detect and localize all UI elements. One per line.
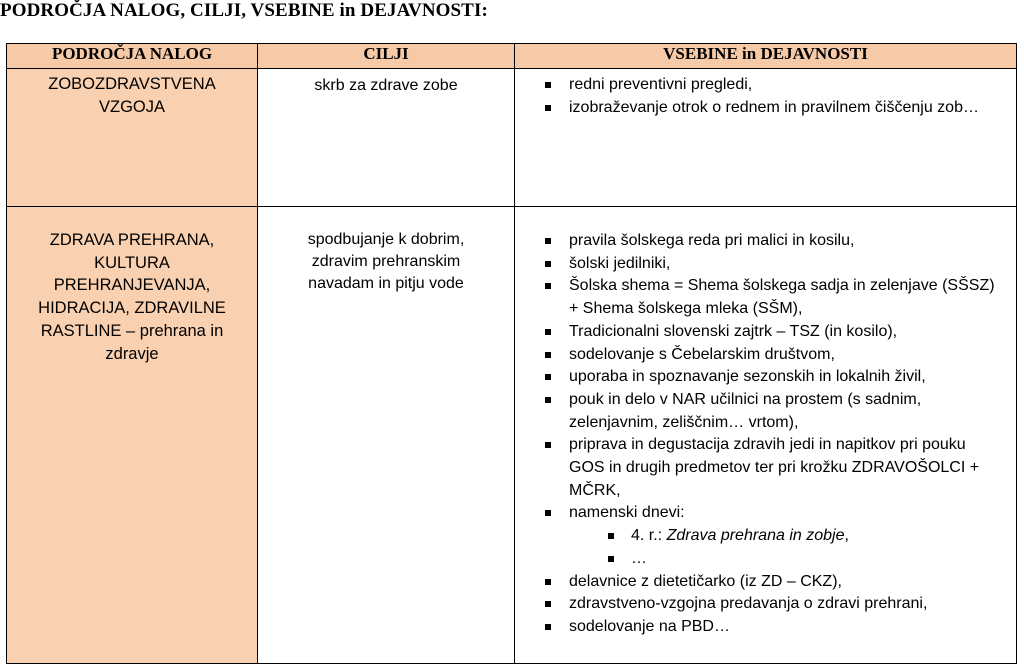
table-row xyxy=(7,69,1017,207)
bullet-icon xyxy=(545,579,551,585)
list-item: delavnice z dietetičarko (iz ZD – CKZ), xyxy=(569,571,1000,594)
goal-text: skrb za zdrave zobe xyxy=(314,77,458,94)
bullet-icon xyxy=(545,397,551,403)
sub-list-item: 4. r.: Zdrava prehrana in zobje, xyxy=(631,525,1000,548)
activities-cell xyxy=(515,69,1017,207)
goal-cell xyxy=(258,207,515,664)
header-activities: VSEBINE in DEJAVNOSTI xyxy=(515,44,1017,69)
bullet-icon xyxy=(545,261,551,267)
bullet-icon xyxy=(545,283,551,289)
area-text: ZOBOZDRAVSTVENA VZGOJA xyxy=(48,75,216,116)
list-item: uporaba in spoznavanje sezonskih in lokalnih živil, xyxy=(569,366,1000,389)
bullet-icon xyxy=(545,442,551,448)
bullet-icon xyxy=(608,556,614,562)
list-item: izobraževanje otrok o rednem in pravilnem čiščenju zob… xyxy=(569,97,1000,120)
bullet-icon xyxy=(545,238,551,244)
sub-list-item: … xyxy=(631,548,1000,571)
bullet-icon xyxy=(545,601,551,607)
table-header-row xyxy=(7,44,1017,69)
list-item: zdravstveno-vzgojna predavanja o zdravi prehrani, xyxy=(569,593,1000,616)
list-item: sodelovanje na PBD… xyxy=(569,616,1000,639)
list-item: pouk in delo v NAR učilnici na prostem (s sadnim, zelenjavnim, zeliščnim… vrtom), xyxy=(569,389,1000,434)
bullet-icon xyxy=(545,374,551,380)
list-item: pravila šolskega reda pri malici in kosilu, xyxy=(569,230,1000,253)
area-cell xyxy=(7,69,258,207)
list-item: Šolska shema = Shema šolskega sadja in zelenjave (SŠSZ) + Shema šolskega mleka (SŠM), xyxy=(569,275,1000,320)
bullet-icon xyxy=(545,510,551,516)
activity-list xyxy=(515,207,1016,639)
bullet-icon xyxy=(545,624,551,630)
bullet-icon xyxy=(608,533,614,539)
bullet-icon xyxy=(545,105,551,111)
page-title: PODROČJA NALOG, CILJI, VSEBINE in DEJAVNOSTI: xyxy=(0,0,488,21)
list-item: redni preventivni pregledi, xyxy=(569,74,1000,97)
list-item: priprava in degustacija zdravih jedi in napitkov pri pouku GOS in drugih predmetov ter pri krožku ZDRAVOŠOLCI + MČRK, xyxy=(569,434,1000,502)
activity-list xyxy=(515,69,1016,119)
area-cell xyxy=(7,207,258,664)
bullet-icon xyxy=(545,329,551,335)
bullet-icon xyxy=(545,352,551,358)
list-item: namenski dnevi: 4. r.: Zdrava prehrana in zobje, … xyxy=(569,502,1000,570)
header-areas: PODROČJA NALOG xyxy=(7,44,258,69)
goal-text: spodbujanje k dobrim, zdravim prehranskim navadam in pitju vode xyxy=(307,231,465,292)
list-item: šolski jedilniki, xyxy=(569,253,1000,276)
list-item: sodelovanje s Čebelarskim društvom, xyxy=(569,344,1000,367)
activities-cell xyxy=(515,207,1017,664)
sub-activity-list xyxy=(569,525,1000,570)
goal-cell xyxy=(258,69,515,207)
bullet-icon xyxy=(545,82,551,88)
header-goals: CILJI xyxy=(258,44,515,69)
list-item: Tradicionalni slovenski zajtrk – TSZ (in kosilo), xyxy=(569,321,1000,344)
table-row xyxy=(7,207,1017,664)
area-text: ZDRAVA PREHRANA, KULTURA PREHRANJEVANJA, HIDRACIJA, ZDRAVILNE RASTLINE – prehrana in zdravje xyxy=(38,231,226,363)
tasks-table xyxy=(6,43,1017,664)
